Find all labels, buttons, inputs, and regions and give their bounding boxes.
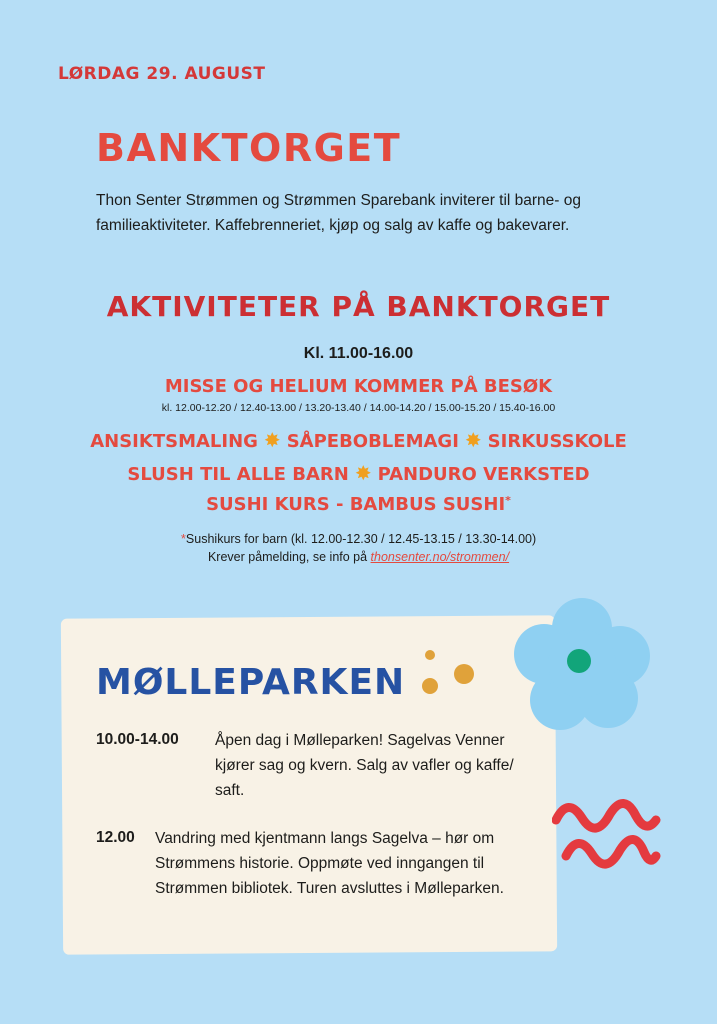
star-icon: ✸ — [354, 461, 372, 485]
star-icon: ✸ — [263, 428, 281, 452]
activity-slush: SLUSH TIL ALLE BARN — [127, 464, 349, 485]
activity-ansiktsmaling: ANSIKTSMALING — [90, 431, 258, 452]
footnote-asterisk: * — [180, 531, 186, 546]
flower-icon — [512, 588, 652, 736]
activity-sapeboblemagi: SÅPEBOBLEMAGI — [286, 431, 459, 452]
event-date: LØRDAG 29. AUGUST — [58, 64, 266, 84]
schedule-time-1: 10.00-14.00 — [96, 731, 179, 748]
footnote-line-1: Sushikurs for barn (kl. 12.00-12.30 / 12.45-13.15 / 13.30-14.00) — [185, 532, 537, 546]
activities-title: AKTIVITETER PÅ BANKTORGET — [106, 290, 611, 323]
wave-icon — [552, 790, 662, 890]
schedule-text-2: Vandring med kjentmann langs Sagelva – hør om Strømmens historie. Oppmøte ved inngangen til Strømmen bibliotek. Turen avsluttes i Mølleparken. — [155, 830, 504, 897]
activity-row-3 — [0, 494, 717, 515]
banktorget-title: BANKTORGET — [96, 126, 402, 170]
activity-sushi: SUSHI KURS - BAMBUS SUSHI — [206, 494, 506, 515]
activity-sirkusskole: SIRKUSSKOLE — [487, 431, 627, 452]
schedule-time-2: 12.00 — [96, 829, 135, 846]
sushi-footnote — [0, 530, 717, 566]
star-icon: ✸ — [464, 428, 482, 452]
activity-row-1 — [0, 428, 717, 452]
activity-panduro: PANDURO VERKSTED — [377, 464, 590, 485]
misse-helium-heading: MISSE OG HELIUM KOMMER PÅ BESØK — [164, 376, 553, 397]
activity-row-2 — [0, 461, 717, 485]
misse-helium-times: kl. 12.00-12.20 / 12.40-13.00 / 13.20-13.40 / 14.00-14.20 / 15.00-15.20 / 15.40-16.00 — [161, 402, 556, 414]
schedule-text-1: Åpen dag i Mølleparken! Sagelvas Venner kjører sag og kvern. Salg av vafler og kaffe/ saft. — [215, 732, 514, 799]
activities-time: Kl. 11.00-16.00 — [303, 345, 414, 362]
footnote-line-2: Krever påmelding, se info på — [207, 550, 371, 564]
asterisk-mark: * — [505, 494, 511, 507]
molleparken-title: MØLLEPARKEN — [96, 662, 406, 703]
banktorget-intro: Thon Senter Strømmen og Strømmen Sparebank inviterer til barne- og familieaktiviteter. Kaffebrenneriet, kjøp og salg av kaffe og bakevarer. — [96, 192, 582, 234]
dots-icon — [418, 646, 480, 696]
signup-link[interactable]: thonsenter.no/strommen/ — [370, 550, 510, 564]
